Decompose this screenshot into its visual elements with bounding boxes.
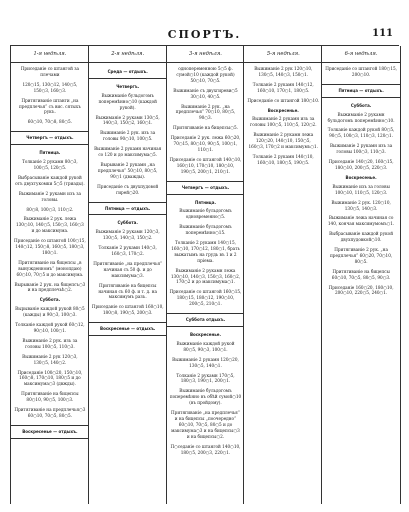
exercise-entry: Приседаніе со штангой за плечами bbox=[20, 66, 80, 77]
exercise-entry: Притягиваніе на бицепсы○5. bbox=[172, 125, 239, 131]
week-heading: 3-я недѣля. bbox=[167, 46, 245, 63]
page-title: СПОРТЪ. bbox=[167, 28, 242, 41]
exercise-entry: Выжиманіе бульдогомъ поперемѣнно○10 (каждой рукой). bbox=[98, 92, 157, 110]
exercise-entry: Вырываніе 2 рукамн „на предплечья“ 50○10, 80○5, 90○1 (дважды). bbox=[97, 161, 158, 179]
week-heading: 6-я недѣля. bbox=[322, 46, 400, 63]
exercise-entry: Выжиманіе 2 рук. лежа 130○10, 140○5, 150○3, 160○3 и до максимума. bbox=[15, 216, 84, 234]
exercise-entry: Притягиваніе „на предплечья“ и на бицепсы „поочередно“ 60○10, 70○5, 80○5 и до максимума○3 и на бицепсы○3 и на бицепсы○2. bbox=[171, 410, 240, 439]
exercise-entry: Толканіе 2 рукамн 140○12, 160○10, 170○1, 180○5. bbox=[252, 81, 314, 93]
week-column bbox=[166, 46, 245, 504]
week-body bbox=[167, 63, 245, 455]
exercise-entry: Приседаніе со штангой 180○10. bbox=[247, 97, 320, 103]
week-column bbox=[10, 46, 89, 504]
day-divider: Пятница — отдыхъ. bbox=[89, 202, 167, 216]
exercise-entry: Притягиваніе на предплечья○3 60○10, 70○5, 80○5. bbox=[14, 407, 86, 418]
week-column bbox=[321, 46, 401, 504]
day-heading: Пятница. bbox=[195, 199, 216, 205]
exercise-entry: Выжиманіе каждой рукой 80○5, 90○3, 100○1. bbox=[176, 340, 235, 352]
exercise-entry: Выжиманіе 2 рук 120○10, 130○5, 140○3, 150○1. bbox=[254, 66, 313, 77]
exercise-entry: Приседаніе со штангой 140○10, 160○10, 170○10, 180○10, 190○5, 200○1, 210○1. bbox=[169, 156, 242, 174]
day-divider: Четвергъ — отдыхъ. bbox=[167, 181, 245, 195]
week-body bbox=[89, 63, 167, 336]
exercise-entry: Приседаніе съ двухпудовой гирей○20. bbox=[97, 183, 159, 195]
exercise-entry: Выжиманіе изъ за головы 100○10, 110○5, 120○3. bbox=[332, 183, 390, 195]
exercise-entry: однопеременною 5○5 ф. сумой○10 (каждой рукой) 50○10, 70○5. bbox=[176, 66, 235, 83]
day-divider: Четвергъ — отдыхъ. bbox=[11, 131, 89, 145]
week-column bbox=[243, 46, 322, 504]
exercise-entry: Толканіе 2 рукамн 140○3, 160○3, 170○2. bbox=[98, 245, 157, 257]
week-heading: 5-я недѣля. bbox=[244, 46, 322, 63]
exercise-entry: Притягиваніе на бицепсы „в вынужденномъ“ (монопдаю) 60○10, 70○5 и до максимума. bbox=[16, 259, 84, 277]
exercise-entry: Выжиманіе съ двухгиреви○5 30○10, 40○5. bbox=[173, 87, 238, 99]
exercise-entry: Притягиваніе штанги „на предплечья“ съ вис. сятыхъ рукъ. bbox=[19, 97, 81, 115]
exercise-entry: Притягиваніе на бицепсы начиная съ 60 ф. и т. д. на максимумъ разъ. bbox=[98, 282, 158, 300]
exercise-entry: Выжиманіе бульдогомъ одновременно○5. bbox=[179, 208, 232, 220]
day-heading: Пятница. bbox=[39, 150, 61, 156]
exercise-entry: Приседаніе со штангой 160○15, 180○15, 180○12, 190○10, 200○5, 210○1. bbox=[169, 289, 242, 307]
exercise-entry: Притягиваніе на бицепсы 60○10, 70○5, 80○5, 90○3. bbox=[331, 268, 391, 280]
exercise-entry: Приседаніе со штангой 100○15, 140○12, 150○8, 160○5, 180○3, 180○1. bbox=[14, 238, 86, 255]
exercise-entry: Вырываніе 2 рук. на бицепсъ○3 и на предплечьѣ○2. bbox=[14, 281, 86, 293]
day-heading: Воскресенье. bbox=[345, 174, 377, 180]
exercise-entry: Притягиваніе „на предплечья“ начиная съ 50 ф. и до максимума○3. bbox=[93, 260, 163, 278]
exercise-entry: Приседаніе 2 рук. лежа 60○20, 70○15, 80○10, 90○5, 100○1, 110○1. bbox=[170, 135, 241, 152]
exercise-entry: Приседаніе 140○20, 160○15, 180○10, 200○5, 220○3. bbox=[328, 159, 394, 170]
exercise-entry: Толканіе каждой рукой 60○12, 90○10, 100○1. bbox=[15, 322, 85, 333]
day-heading: Суббота. bbox=[39, 297, 61, 303]
exercise-entry: Толканіе 2 рукамн 140○15, 160○10, 170○12, 180○1, брать выжатымъ на грудь въ 1 и 2 пріема. bbox=[171, 240, 240, 263]
day-divider: Суббота отдыхъ. bbox=[167, 313, 245, 327]
exercise-entry: Выжиманіе 2 рукамн 120○3, 130○5, 140○3, 150○2. bbox=[95, 229, 160, 241]
exercise-entry: Выжиманіе 2 рукамн бульдогомъ поперемѣнно○10. bbox=[327, 111, 395, 123]
exercise-entry: Выжиманіе 2 рук. „на предплечья“ 70○10, 80○5, 90○3. bbox=[175, 103, 236, 121]
exercise-entry: Притягиваніе 2 рук. „на предплечья“ 60○20, 70○10, 80○5. bbox=[329, 247, 393, 264]
exercise-entry: Выжиманіе 2 рук. изъ за головы 100○5, 110○3. bbox=[22, 337, 78, 349]
exercise-entry: Выжиманіе 2 рукамн начиная со 120 и до максимума○5. bbox=[94, 146, 162, 158]
exercise-entry: Выжиманіе 2 рукамн изъ за головы 100○3, 110○3. bbox=[329, 143, 393, 155]
day-divider: Пятница — отдыхъ. bbox=[322, 84, 400, 98]
exercise-entry: Толканіе каждой рукой 80○5, 90○5, 100○3, 110○3, 120○1. bbox=[327, 127, 395, 139]
exercise-entry: П○седаніе со штангой 140○10, 180○5, 200○3, 220○1. bbox=[170, 443, 241, 455]
exercise-entry: Выжиманіе 2 рук 120○3, 130○5, 140○2. bbox=[22, 353, 78, 365]
exercise-entry: Выжиманіе 2 рукамн изъ за головы. bbox=[18, 190, 82, 202]
exercise-entry: Выжиманіе 2 рукамн лежа 130○10, 140○3, 150○3, 160○2, 170○2 и до максимума○1. bbox=[170, 267, 241, 285]
exercise-entry: Выбрасываніе каждой рукой отъ двухтукомки 5○5 (триады). bbox=[15, 174, 85, 186]
exercise-entry: Выжиманіе 2 рук. изъ за головы 90○10, 100○5. bbox=[100, 130, 156, 142]
day-divider: Воскресенье — отдыхъ. bbox=[11, 425, 89, 439]
day-heading: Суббота. bbox=[117, 220, 138, 226]
exercise-entry: 80○8, 100○3, 110○2. bbox=[26, 206, 74, 212]
day-divider: Среда — отдыхъ. bbox=[89, 66, 167, 79]
exercise-entry: Выжиманіе лежа начиная со 140, кончая максимумомъ○1. bbox=[327, 215, 395, 227]
exercise-entry: Вырываніе каждой рукой 80○5 (кажды) и 90○3, 100○3. bbox=[15, 306, 85, 318]
exercise-entry: Толканіе 2 рукамн 140○10, 160○10, 180○5, 190○5. bbox=[252, 153, 314, 165]
day-heading: Воскресенье. bbox=[267, 107, 299, 113]
day-heading: Воскресенье. bbox=[189, 332, 222, 337]
week-body bbox=[322, 63, 400, 296]
exercise-entry: Толканіе 2 рукамн 170○5, 180○3, 190○1, 200○1. bbox=[176, 372, 235, 384]
exercise-entry: Толканіе 2 рукамн 80○3, 100○5, 120○5. bbox=[22, 159, 78, 170]
exercise-entry: Выжиманіе 2 рукамн 120○20, 130○5, 140○1. bbox=[172, 356, 239, 368]
exercise-entry: Приседаніе со штангой 160○10, 180○8, 190○5, 200○3. bbox=[91, 304, 164, 316]
day-divider: Воскресенье — отдыхъ. bbox=[89, 322, 167, 336]
week-body bbox=[244, 63, 322, 166]
week-heading: 2-я недѣля. bbox=[89, 46, 167, 63]
exercise-entry: Выжиманіе 2 рук. 120○10, 130○5, 140○3. bbox=[331, 199, 391, 211]
exercise-entry: Выжиманіе 2 рукамн изъ за головы 100○5, 110○5, 120○2. bbox=[250, 116, 317, 128]
exercise-entry: Притягиваніе на бицепсы 80○10, 90○5, 100○3. bbox=[21, 391, 79, 403]
training-schedule-table bbox=[10, 46, 399, 504]
page-number: 111 bbox=[372, 28, 393, 39]
day-heading: Суббота. bbox=[350, 102, 372, 108]
exercise-entry: 120○15, 130○12, 140○5, 150○3, 160○3. bbox=[22, 81, 78, 93]
day-heading: Четвергъ. bbox=[116, 83, 140, 89]
exercise-entry: Приседаніе 100○20, 150○10, 160○8, 170○10, 180○5 и до максимума○3 (двжды). bbox=[17, 369, 83, 387]
week-column bbox=[88, 46, 167, 504]
week-body bbox=[11, 63, 89, 439]
exercise-entry: Выжиманіе бульдогомъ поперемѣнно въ обѣй сумой○10 (въ пройдому). bbox=[169, 388, 242, 406]
exercise-entry: Выжиманіе 2 рукамн лежа 120○20, 140○10, 150○5, 160○3, 170○2 и максимумъ○1. bbox=[248, 132, 319, 150]
exercise-entry: Выбрасываніе каждой рукой двухпудовкой○10. bbox=[329, 231, 393, 243]
week-heading: 1-я недѣля. bbox=[11, 46, 89, 63]
exercise-entry: Приседаніе со штангой 180○15, 200○10. bbox=[325, 66, 397, 77]
exercise-entry: Выжиманіе бульдогомъ поперемѣнно○15. bbox=[179, 224, 232, 236]
exercise-entry: Выжиманіе 2 рукамн 130○5, 140○3, 150○2, 160○1. bbox=[95, 114, 160, 126]
exercise-entry: Приседаніе 160○20, 180○10, 200○10, 220○5, 240○1. bbox=[328, 284, 394, 296]
exercise-entry: 60○10, 70○8, 80○5. bbox=[27, 119, 73, 125]
